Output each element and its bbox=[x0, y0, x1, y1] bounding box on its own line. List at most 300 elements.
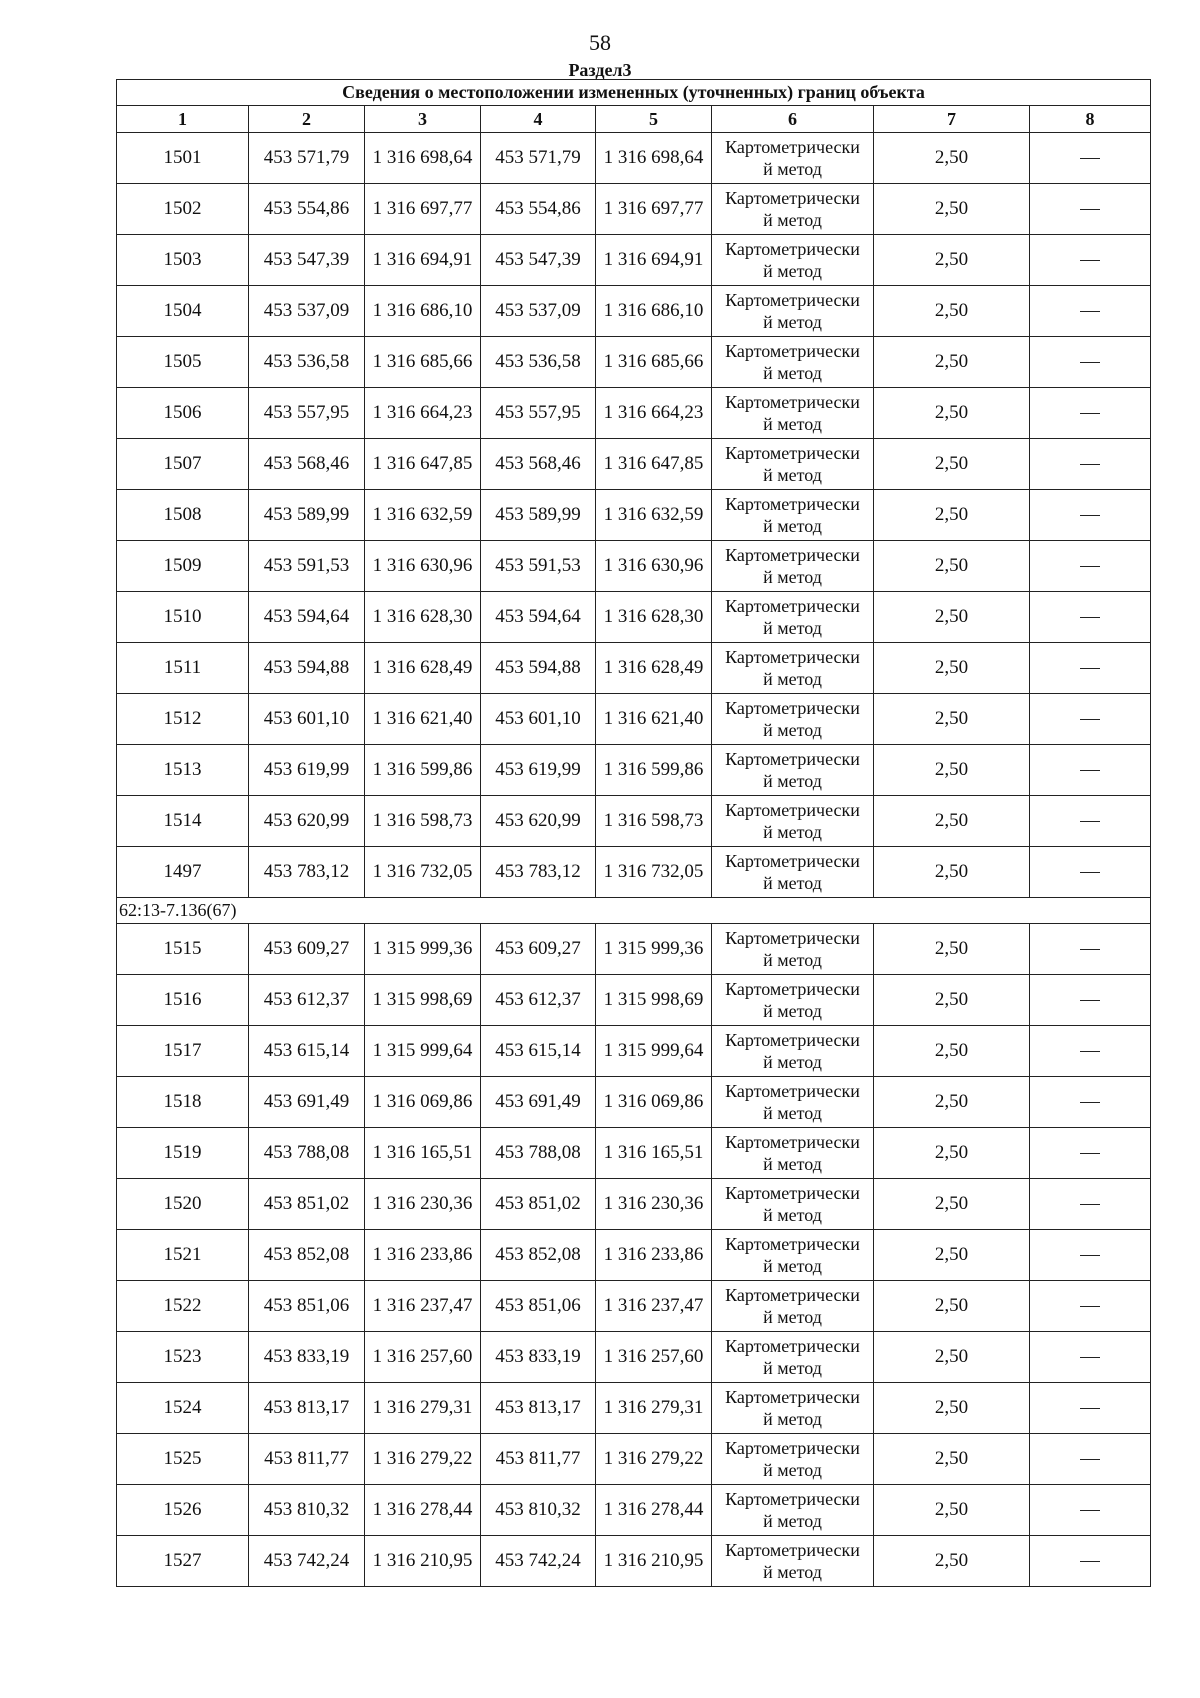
method-text-line1: Картометрически bbox=[725, 1438, 860, 1458]
method-cell bbox=[712, 1179, 874, 1230]
method-text-line1: Картометрически bbox=[725, 1030, 860, 1050]
x-existing-cell: 453 537,09 bbox=[249, 286, 365, 337]
page-number: 58 bbox=[589, 30, 611, 55]
method-cell bbox=[712, 1281, 874, 1332]
em-dash-mark bbox=[1080, 617, 1100, 618]
column-number: 4 bbox=[481, 106, 596, 133]
description-cell bbox=[1030, 235, 1151, 286]
y-existing-cell: 1 315 999,64 bbox=[365, 1026, 481, 1077]
accuracy-cell: 2,50 bbox=[874, 1230, 1030, 1281]
em-dash-mark bbox=[1080, 1357, 1100, 1358]
method-cell bbox=[712, 388, 874, 439]
table-row bbox=[117, 694, 1151, 745]
method-text-line1: Картометрически bbox=[725, 1540, 860, 1560]
method-text-line2: й метод bbox=[763, 567, 822, 587]
x-existing-cell: 453 571,79 bbox=[249, 133, 365, 184]
description-cell bbox=[1030, 439, 1151, 490]
y-new-cell: 1 316 210,95 bbox=[596, 1536, 712, 1587]
method-cell bbox=[712, 1485, 874, 1536]
x-existing-cell: 453 742,24 bbox=[249, 1536, 365, 1587]
x-existing-cell: 453 811,77 bbox=[249, 1434, 365, 1485]
method-text-line1: Картометрически bbox=[725, 1489, 860, 1509]
table-row bbox=[117, 643, 1151, 694]
x-new-cell: 453 554,86 bbox=[481, 184, 596, 235]
description-cell bbox=[1030, 694, 1151, 745]
method-text-line2: й метод bbox=[763, 1358, 822, 1378]
x-existing-cell: 453 788,08 bbox=[249, 1128, 365, 1179]
accuracy-cell: 2,50 bbox=[874, 1281, 1030, 1332]
description-cell bbox=[1030, 1281, 1151, 1332]
description-cell bbox=[1030, 1332, 1151, 1383]
y-new-cell: 1 316 697,77 bbox=[596, 184, 712, 235]
method-text-line1: Картометрически bbox=[725, 749, 860, 769]
y-existing-cell: 1 316 698,64 bbox=[365, 133, 481, 184]
y-existing-cell: 1 316 628,30 bbox=[365, 592, 481, 643]
point-id-cell: 1518 bbox=[117, 1077, 249, 1128]
table-row bbox=[117, 1077, 1151, 1128]
description-cell bbox=[1030, 796, 1151, 847]
description-cell bbox=[1030, 133, 1151, 184]
table-row bbox=[117, 490, 1151, 541]
method-text-line1: Картометрически bbox=[725, 979, 860, 999]
em-dash-mark bbox=[1080, 1459, 1100, 1460]
method-text-line2: й метод bbox=[763, 159, 822, 179]
table-row bbox=[117, 1332, 1151, 1383]
x-existing-cell: 453 554,86 bbox=[249, 184, 365, 235]
method-text-line2: й метод bbox=[763, 1205, 822, 1225]
y-new-cell: 1 316 233,86 bbox=[596, 1230, 712, 1281]
em-dash-mark bbox=[1080, 413, 1100, 414]
y-existing-cell: 1 316 686,10 bbox=[365, 286, 481, 337]
table-row bbox=[117, 796, 1151, 847]
description-cell bbox=[1030, 1485, 1151, 1536]
x-existing-cell: 453 851,06 bbox=[249, 1281, 365, 1332]
accuracy-cell: 2,50 bbox=[874, 490, 1030, 541]
x-new-cell: 453 557,95 bbox=[481, 388, 596, 439]
y-existing-cell: 1 316 210,95 bbox=[365, 1536, 481, 1587]
method-text-line1: Картометрически bbox=[725, 596, 860, 616]
y-existing-cell: 1 316 664,23 bbox=[365, 388, 481, 439]
table-row bbox=[117, 286, 1151, 337]
section-title: Раздел3 bbox=[568, 60, 632, 80]
table-row bbox=[117, 1230, 1151, 1281]
em-dash-mark bbox=[1080, 1204, 1100, 1205]
y-new-cell: 1 315 998,69 bbox=[596, 975, 712, 1026]
column-number: 8 bbox=[1030, 106, 1151, 133]
method-text-line2: й метод bbox=[763, 1409, 822, 1429]
method-text-line1: Картометрически bbox=[725, 188, 860, 208]
method-cell bbox=[712, 1536, 874, 1587]
accuracy-cell: 2,50 bbox=[874, 541, 1030, 592]
y-new-cell: 1 315 999,64 bbox=[596, 1026, 712, 1077]
method-text-line1: Картометрически bbox=[725, 1234, 860, 1254]
description-cell bbox=[1030, 1434, 1151, 1485]
method-text-line2: й метод bbox=[763, 1256, 822, 1276]
x-new-cell: 453 783,12 bbox=[481, 847, 596, 898]
em-dash-mark bbox=[1080, 209, 1100, 210]
method-text-line1: Картометрически bbox=[725, 647, 860, 667]
point-id-cell: 1508 bbox=[117, 490, 249, 541]
method-cell bbox=[712, 439, 874, 490]
x-new-cell: 453 537,09 bbox=[481, 286, 596, 337]
y-existing-cell: 1 316 598,73 bbox=[365, 796, 481, 847]
description-cell bbox=[1030, 1026, 1151, 1077]
description-cell bbox=[1030, 1536, 1151, 1587]
em-dash-mark bbox=[1080, 949, 1100, 950]
accuracy-cell: 2,50 bbox=[874, 439, 1030, 490]
table-row bbox=[117, 592, 1151, 643]
x-new-cell: 453 852,08 bbox=[481, 1230, 596, 1281]
method-cell bbox=[712, 184, 874, 235]
y-new-cell: 1 316 230,36 bbox=[596, 1179, 712, 1230]
table-row bbox=[117, 388, 1151, 439]
method-cell bbox=[712, 1128, 874, 1179]
accuracy-cell: 2,50 bbox=[874, 1332, 1030, 1383]
y-existing-cell: 1 316 685,66 bbox=[365, 337, 481, 388]
table-row bbox=[117, 847, 1151, 898]
em-dash-mark bbox=[1080, 515, 1100, 516]
method-cell bbox=[712, 1077, 874, 1128]
table-row bbox=[117, 337, 1151, 388]
table-row bbox=[117, 1434, 1151, 1485]
y-existing-cell: 1 315 999,36 bbox=[365, 924, 481, 975]
point-id-cell: 1520 bbox=[117, 1179, 249, 1230]
x-existing-cell: 453 833,19 bbox=[249, 1332, 365, 1383]
y-existing-cell: 1 316 697,77 bbox=[365, 184, 481, 235]
description-cell bbox=[1030, 975, 1151, 1026]
description-cell bbox=[1030, 1077, 1151, 1128]
table-row bbox=[117, 1026, 1151, 1077]
method-text-line2: й метод bbox=[763, 950, 822, 970]
table-row bbox=[117, 1281, 1151, 1332]
group-label: 62:13-7.136(67) bbox=[117, 898, 1151, 924]
x-new-cell: 453 788,08 bbox=[481, 1128, 596, 1179]
method-text-line2: й метод bbox=[763, 1307, 822, 1327]
em-dash-mark bbox=[1080, 1102, 1100, 1103]
method-text-line1: Картометрически bbox=[725, 698, 860, 718]
x-new-cell: 453 601,10 bbox=[481, 694, 596, 745]
method-text-line1: Картометрически bbox=[725, 545, 860, 565]
x-new-cell: 453 594,88 bbox=[481, 643, 596, 694]
description-cell bbox=[1030, 286, 1151, 337]
em-dash-mark bbox=[1080, 260, 1100, 261]
y-new-cell: 1 316 694,91 bbox=[596, 235, 712, 286]
column-number: 1 bbox=[117, 106, 249, 133]
method-text-line2: й метод bbox=[763, 1562, 822, 1582]
method-cell bbox=[712, 541, 874, 592]
em-dash-mark bbox=[1080, 1561, 1100, 1562]
point-id-cell: 1514 bbox=[117, 796, 249, 847]
y-existing-cell: 1 316 621,40 bbox=[365, 694, 481, 745]
description-cell bbox=[1030, 592, 1151, 643]
em-dash-mark bbox=[1080, 1051, 1100, 1052]
accuracy-cell: 2,50 bbox=[874, 694, 1030, 745]
column-number: 7 bbox=[874, 106, 1030, 133]
method-text-line1: Картометрически bbox=[725, 443, 860, 463]
x-existing-cell: 453 810,32 bbox=[249, 1485, 365, 1536]
method-cell bbox=[712, 592, 874, 643]
method-text-line1: Картометрически bbox=[725, 494, 860, 514]
method-cell bbox=[712, 745, 874, 796]
method-text-line2: й метод bbox=[763, 720, 822, 740]
point-id-cell: 1512 bbox=[117, 694, 249, 745]
table-row bbox=[117, 1536, 1151, 1587]
y-existing-cell: 1 316 237,47 bbox=[365, 1281, 481, 1332]
y-new-cell: 1 316 628,49 bbox=[596, 643, 712, 694]
point-id-cell: 1523 bbox=[117, 1332, 249, 1383]
x-new-cell: 453 810,32 bbox=[481, 1485, 596, 1536]
x-new-cell: 453 591,53 bbox=[481, 541, 596, 592]
method-text-line1: Картометрически bbox=[725, 392, 860, 412]
y-existing-cell: 1 316 630,96 bbox=[365, 541, 481, 592]
x-new-cell: 453 589,99 bbox=[481, 490, 596, 541]
description-cell bbox=[1030, 1383, 1151, 1434]
y-existing-cell: 1 316 632,59 bbox=[365, 490, 481, 541]
description-cell bbox=[1030, 745, 1151, 796]
point-id-cell: 1507 bbox=[117, 439, 249, 490]
point-id-cell: 1505 bbox=[117, 337, 249, 388]
x-new-cell: 453 620,99 bbox=[481, 796, 596, 847]
description-cell bbox=[1030, 924, 1151, 975]
table-caption: Сведения о местоположении измененных (уточненных) границ объекта bbox=[117, 80, 1151, 106]
y-new-cell: 1 316 686,10 bbox=[596, 286, 712, 337]
method-text-line2: й метод bbox=[763, 414, 822, 434]
method-text-line1: Картометрически bbox=[725, 1387, 860, 1407]
accuracy-cell: 2,50 bbox=[874, 184, 1030, 235]
x-new-cell: 453 742,24 bbox=[481, 1536, 596, 1587]
x-existing-cell: 453 557,95 bbox=[249, 388, 365, 439]
table-row bbox=[117, 439, 1151, 490]
y-new-cell: 1 316 647,85 bbox=[596, 439, 712, 490]
description-cell bbox=[1030, 847, 1151, 898]
method-text-line1: Картометрически bbox=[725, 239, 860, 259]
method-text-line1: Картометрически bbox=[725, 137, 860, 157]
em-dash-mark bbox=[1080, 362, 1100, 363]
y-existing-cell: 1 316 732,05 bbox=[365, 847, 481, 898]
point-id-cell: 1504 bbox=[117, 286, 249, 337]
accuracy-cell: 2,50 bbox=[874, 975, 1030, 1026]
table-row bbox=[117, 1383, 1151, 1434]
description-cell bbox=[1030, 388, 1151, 439]
y-existing-cell: 1 316 278,44 bbox=[365, 1485, 481, 1536]
x-existing-cell: 453 612,37 bbox=[249, 975, 365, 1026]
point-id-cell: 1503 bbox=[117, 235, 249, 286]
em-dash-mark bbox=[1080, 770, 1100, 771]
accuracy-cell: 2,50 bbox=[874, 1026, 1030, 1077]
method-text-line1: Картометрически bbox=[725, 1132, 860, 1152]
y-existing-cell: 1 316 230,36 bbox=[365, 1179, 481, 1230]
x-new-cell: 453 571,79 bbox=[481, 133, 596, 184]
method-cell bbox=[712, 235, 874, 286]
description-cell bbox=[1030, 541, 1151, 592]
x-existing-cell: 453 609,27 bbox=[249, 924, 365, 975]
method-text-line2: й метод bbox=[763, 1001, 822, 1021]
method-text-line1: Картометрически bbox=[725, 1081, 860, 1101]
em-dash-mark bbox=[1080, 1306, 1100, 1307]
accuracy-cell: 2,50 bbox=[874, 286, 1030, 337]
accuracy-cell: 2,50 bbox=[874, 643, 1030, 694]
x-existing-cell: 453 852,08 bbox=[249, 1230, 365, 1281]
description-cell bbox=[1030, 337, 1151, 388]
method-text-line2: й метод bbox=[763, 1052, 822, 1072]
y-existing-cell: 1 316 069,86 bbox=[365, 1077, 481, 1128]
accuracy-cell: 2,50 bbox=[874, 1383, 1030, 1434]
em-dash-mark bbox=[1080, 821, 1100, 822]
method-cell bbox=[712, 1383, 874, 1434]
accuracy-cell: 2,50 bbox=[874, 1485, 1030, 1536]
point-id-cell: 1526 bbox=[117, 1485, 249, 1536]
table-row bbox=[117, 133, 1151, 184]
y-existing-cell: 1 316 628,49 bbox=[365, 643, 481, 694]
x-existing-cell: 453 601,10 bbox=[249, 694, 365, 745]
em-dash-mark bbox=[1080, 311, 1100, 312]
method-cell bbox=[712, 1026, 874, 1077]
y-new-cell: 1 315 999,36 bbox=[596, 924, 712, 975]
table-row bbox=[117, 924, 1151, 975]
method-text-line2: й метод bbox=[763, 465, 822, 485]
method-text-line2: й метод bbox=[763, 1103, 822, 1123]
table-row bbox=[117, 184, 1151, 235]
table-row bbox=[117, 235, 1151, 286]
y-existing-cell: 1 315 998,69 bbox=[365, 975, 481, 1026]
accuracy-cell: 2,50 bbox=[874, 235, 1030, 286]
x-new-cell: 453 833,19 bbox=[481, 1332, 596, 1383]
point-id-cell: 1501 bbox=[117, 133, 249, 184]
method-text-line1: Картометрически bbox=[725, 928, 860, 948]
y-new-cell: 1 316 165,51 bbox=[596, 1128, 712, 1179]
em-dash-mark bbox=[1080, 1255, 1100, 1256]
accuracy-cell: 2,50 bbox=[874, 1434, 1030, 1485]
point-id-cell: 1506 bbox=[117, 388, 249, 439]
y-new-cell: 1 316 599,86 bbox=[596, 745, 712, 796]
y-existing-cell: 1 316 599,86 bbox=[365, 745, 481, 796]
em-dash-mark bbox=[1080, 668, 1100, 669]
em-dash-mark bbox=[1080, 158, 1100, 159]
em-dash-mark bbox=[1080, 464, 1100, 465]
method-text-line2: й метод bbox=[763, 312, 822, 332]
x-new-cell: 453 691,49 bbox=[481, 1077, 596, 1128]
x-existing-cell: 453 589,99 bbox=[249, 490, 365, 541]
table-row bbox=[117, 745, 1151, 796]
y-new-cell: 1 316 664,23 bbox=[596, 388, 712, 439]
x-existing-cell: 453 615,14 bbox=[249, 1026, 365, 1077]
method-cell bbox=[712, 286, 874, 337]
method-text-line2: й метод bbox=[763, 363, 822, 383]
method-text-line2: й метод bbox=[763, 822, 822, 842]
point-id-cell: 1515 bbox=[117, 924, 249, 975]
x-existing-cell: 453 620,99 bbox=[249, 796, 365, 847]
x-new-cell: 453 594,64 bbox=[481, 592, 596, 643]
point-id-cell: 1519 bbox=[117, 1128, 249, 1179]
y-new-cell: 1 316 069,86 bbox=[596, 1077, 712, 1128]
x-new-cell: 453 612,37 bbox=[481, 975, 596, 1026]
y-new-cell: 1 316 732,05 bbox=[596, 847, 712, 898]
method-text-line1: Картометрически bbox=[725, 1183, 860, 1203]
method-text-line2: й метод bbox=[763, 261, 822, 281]
x-existing-cell: 453 591,53 bbox=[249, 541, 365, 592]
accuracy-cell: 2,50 bbox=[874, 133, 1030, 184]
point-id-cell: 1516 bbox=[117, 975, 249, 1026]
method-text-line2: й метод bbox=[763, 210, 822, 230]
y-new-cell: 1 316 621,40 bbox=[596, 694, 712, 745]
accuracy-cell: 2,50 bbox=[874, 1077, 1030, 1128]
description-cell bbox=[1030, 643, 1151, 694]
point-id-cell: 1511 bbox=[117, 643, 249, 694]
accuracy-cell: 2,50 bbox=[874, 388, 1030, 439]
accuracy-cell: 2,50 bbox=[874, 796, 1030, 847]
table-row bbox=[117, 975, 1151, 1026]
y-existing-cell: 1 316 694,91 bbox=[365, 235, 481, 286]
method-text-line1: Картометрически bbox=[725, 851, 860, 871]
method-cell bbox=[712, 796, 874, 847]
point-id-cell: 1513 bbox=[117, 745, 249, 796]
x-existing-cell: 453 536,58 bbox=[249, 337, 365, 388]
y-new-cell: 1 316 279,22 bbox=[596, 1434, 712, 1485]
table-row bbox=[117, 1179, 1151, 1230]
point-id-cell: 1509 bbox=[117, 541, 249, 592]
y-existing-cell: 1 316 279,22 bbox=[365, 1434, 481, 1485]
point-id-cell: 1525 bbox=[117, 1434, 249, 1485]
description-cell bbox=[1030, 1128, 1151, 1179]
x-existing-cell: 453 851,02 bbox=[249, 1179, 365, 1230]
y-existing-cell: 1 316 257,60 bbox=[365, 1332, 481, 1383]
em-dash-mark bbox=[1080, 1408, 1100, 1409]
column-number: 2 bbox=[249, 106, 365, 133]
accuracy-cell: 2,50 bbox=[874, 592, 1030, 643]
em-dash-mark bbox=[1080, 1153, 1100, 1154]
em-dash-mark bbox=[1080, 872, 1100, 873]
accuracy-cell: 2,50 bbox=[874, 1536, 1030, 1587]
x-existing-cell: 453 568,46 bbox=[249, 439, 365, 490]
column-number-row bbox=[117, 106, 1151, 133]
x-existing-cell: 453 594,64 bbox=[249, 592, 365, 643]
method-cell bbox=[712, 975, 874, 1026]
column-number: 3 bbox=[365, 106, 481, 133]
method-text-line1: Картометрически bbox=[725, 800, 860, 820]
x-existing-cell: 453 619,99 bbox=[249, 745, 365, 796]
x-new-cell: 453 619,99 bbox=[481, 745, 596, 796]
em-dash-mark bbox=[1080, 1510, 1100, 1511]
y-new-cell: 1 316 278,44 bbox=[596, 1485, 712, 1536]
coordinates-table bbox=[116, 79, 1151, 1587]
y-new-cell: 1 316 630,96 bbox=[596, 541, 712, 592]
x-existing-cell: 453 594,88 bbox=[249, 643, 365, 694]
method-cell bbox=[712, 1434, 874, 1485]
description-cell bbox=[1030, 1230, 1151, 1281]
x-existing-cell: 453 783,12 bbox=[249, 847, 365, 898]
method-cell bbox=[712, 133, 874, 184]
method-text-line1: Картометрически bbox=[725, 1336, 860, 1356]
em-dash-mark bbox=[1080, 1000, 1100, 1001]
x-new-cell: 453 615,14 bbox=[481, 1026, 596, 1077]
method-cell bbox=[712, 694, 874, 745]
y-new-cell: 1 316 685,66 bbox=[596, 337, 712, 388]
point-id-cell: 1517 bbox=[117, 1026, 249, 1077]
x-new-cell: 453 813,17 bbox=[481, 1383, 596, 1434]
y-new-cell: 1 316 598,73 bbox=[596, 796, 712, 847]
table-row bbox=[117, 1485, 1151, 1536]
point-id-cell: 1510 bbox=[117, 592, 249, 643]
accuracy-cell: 2,50 bbox=[874, 745, 1030, 796]
method-text-line2: й метод bbox=[763, 771, 822, 791]
x-existing-cell: 453 547,39 bbox=[249, 235, 365, 286]
description-cell bbox=[1030, 184, 1151, 235]
y-new-cell: 1 316 257,60 bbox=[596, 1332, 712, 1383]
y-new-cell: 1 316 279,31 bbox=[596, 1383, 712, 1434]
x-new-cell: 453 568,46 bbox=[481, 439, 596, 490]
point-id-cell: 1497 bbox=[117, 847, 249, 898]
method-text-line1: Картометрически bbox=[725, 341, 860, 361]
